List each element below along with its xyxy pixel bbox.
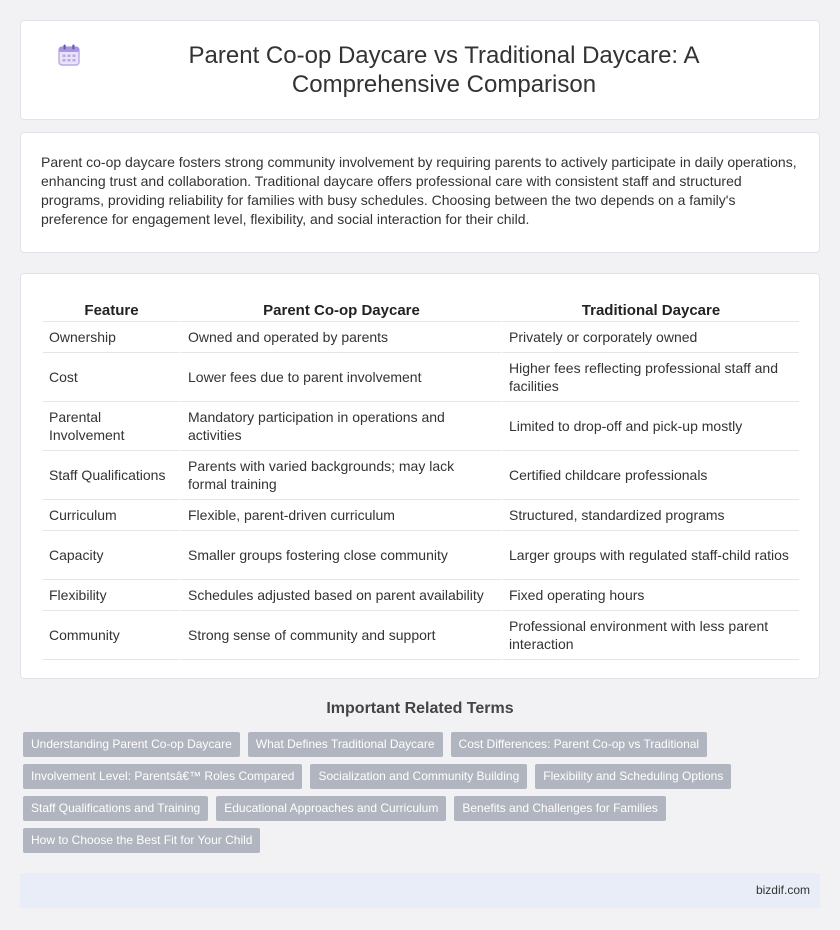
cell-parent-coop: Schedules adjusted based on parent availability <box>180 580 501 611</box>
cell-parent-coop: Strong sense of community and support <box>180 611 501 660</box>
related-term-tag[interactable]: Socialization and Community Building <box>310 764 527 789</box>
table-row <box>43 402 799 451</box>
cell-traditional: Fixed operating hours <box>501 580 799 611</box>
cell-traditional: Professional environment with less parent interaction <box>501 611 799 660</box>
cell-traditional: Larger groups with regulated staff-child ratios <box>501 531 799 580</box>
table-row <box>43 531 799 580</box>
table-row <box>43 500 799 531</box>
header-traditional: Traditional Daycare <box>501 296 799 322</box>
calendar-icon <box>56 42 82 68</box>
related-term-tag[interactable]: What Defines Traditional Daycare <box>248 732 443 757</box>
table-row <box>43 611 799 660</box>
cell-parent-coop: Parents with varied backgrounds; may lack formal training <box>180 451 501 500</box>
cell-traditional: Certified childcare professionals <box>501 451 799 500</box>
comparison-table <box>43 296 799 660</box>
table-row <box>43 451 799 500</box>
cell-feature: Capacity <box>43 531 180 580</box>
cell-traditional: Higher fees reflecting professional staff and facilities <box>501 353 799 402</box>
cell-traditional: Limited to drop-off and pick-up mostly <box>501 402 799 451</box>
related-term-tag[interactable]: Educational Approaches and Curriculum <box>216 796 446 821</box>
page-title: Parent Co-op Daycare vs Traditional Daycare: A Comprehensive Comparison <box>188 42 700 98</box>
cell-parent-coop: Smaller groups fostering close community <box>180 531 501 580</box>
intro-paragraph: Parent co-op daycare fosters strong community involvement by requiring parents to actively participate in daily operations, enhancing trust and collaboration. Traditional daycare offers professional care with consistent staff and structured programs, providing reliability for families with busy schedules. Choosing between the two depends on a family's preference for engagement level, flexibility, and social interaction for their child. <box>41 154 797 227</box>
title-wrap <box>56 41 784 99</box>
header-card <box>20 20 820 120</box>
cell-parent-coop: Mandatory participation in operations and activities <box>180 402 501 451</box>
footer <box>20 873 820 908</box>
cell-feature: Curriculum <box>43 500 180 531</box>
header-feature: Feature <box>43 296 180 322</box>
cell-feature: Ownership <box>43 322 180 353</box>
footer-site-link[interactable]: bizdif.com <box>755 883 810 897</box>
related-term-tag[interactable]: How to Choose the Best Fit for Your Child <box>23 828 260 853</box>
cell-parent-coop: Owned and operated by parents <box>180 322 501 353</box>
cell-parent-coop: Flexible, parent-driven curriculum <box>180 500 501 531</box>
table-row <box>43 322 799 353</box>
related-term-tag[interactable]: Involvement Level: Parentsâ€™ Roles Compared <box>23 764 302 789</box>
table-header-row <box>43 296 799 322</box>
related-terms-title: Important Related Terms <box>326 700 514 717</box>
header-parent-coop: Parent Co-op Daycare <box>180 296 501 322</box>
intro-card <box>20 132 820 253</box>
cell-traditional: Privately or corporately owned <box>501 322 799 353</box>
cell-parent-coop: Lower fees due to parent involvement <box>180 353 501 402</box>
related-term-tag[interactable]: Flexibility and Scheduling Options <box>535 764 731 789</box>
comparison-table-card <box>20 273 820 679</box>
related-term-tag[interactable]: Cost Differences: Parent Co-op vs Traditional <box>451 732 708 757</box>
cell-feature: Staff Qualifications <box>43 451 180 500</box>
related-term-tag[interactable]: Understanding Parent Co-op Daycare <box>23 732 240 757</box>
cell-feature: Community <box>43 611 180 660</box>
table-row <box>43 353 799 402</box>
table-row <box>43 580 799 611</box>
cell-feature: Cost <box>43 353 180 402</box>
cell-feature: Parental Involvement <box>43 402 180 451</box>
related-term-tag[interactable]: Benefits and Challenges for Families <box>454 796 665 821</box>
cell-traditional: Structured, standardized programs <box>501 500 799 531</box>
related-term-tag[interactable]: Staff Qualifications and Training <box>23 796 208 821</box>
cell-feature: Flexibility <box>43 580 180 611</box>
related-terms-list <box>23 732 822 860</box>
